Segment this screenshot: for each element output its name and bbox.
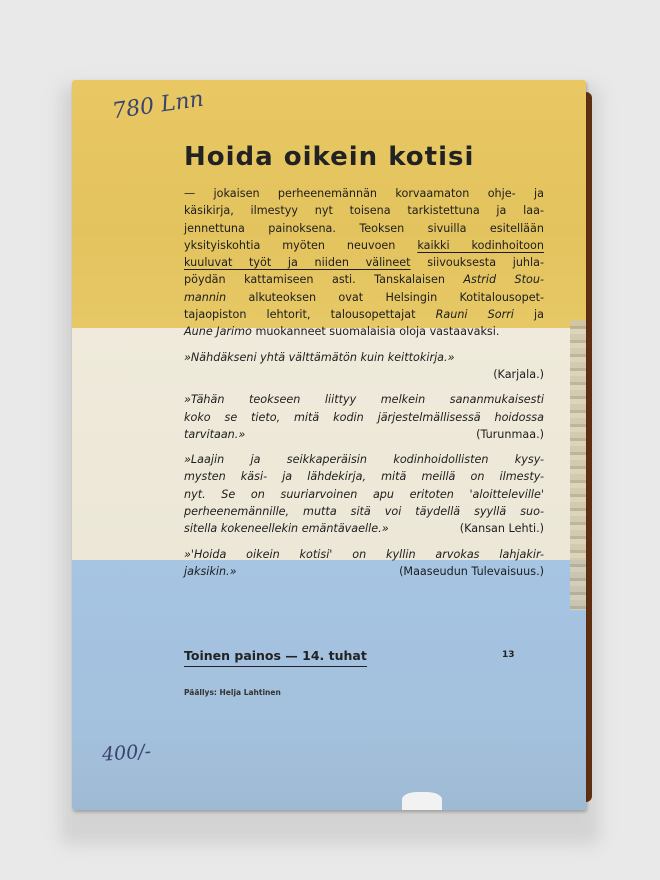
blurb-segment: alkuteoksen ovat Helsingin Kotitalousopet- — [226, 290, 544, 304]
author-name: Astrid Stou- — [463, 273, 544, 287]
quote-line: perheenemännille, mutta sitä voi täydellä syyllä suo- — [184, 505, 544, 519]
blurb-segment: ja — [513, 308, 544, 322]
blurb-line — [184, 289, 544, 306]
blurb-line — [184, 306, 544, 323]
handwritten-price: 400/- — [101, 740, 152, 766]
quote-source: (Maaseudun Tulevaisuus.) — [399, 564, 544, 578]
blurb-line: käsikirja, ilmestyy nyt toisena tarkistettuna ja laa- — [184, 204, 544, 218]
blurb-line — [184, 237, 544, 254]
editor-name: Aune Jarimo — [184, 325, 252, 339]
blurb-text — [184, 185, 544, 580]
quote-line: »'Hoida oikein kotisi' on kyllin arvokas lahjakir- — [184, 547, 544, 561]
blurb-line — [184, 254, 544, 271]
blurb-line: — jokaisen perheenemännän korvaamaton ohje- ja — [184, 187, 544, 200]
cover-designer-credit: Päällys: Helja Lahtinen — [184, 688, 281, 697]
quote-source: (Karjala.) — [493, 367, 544, 381]
blurb-segment: yksityiskohtia myöten neuvoen — [184, 238, 418, 252]
blurb-line — [184, 323, 544, 340]
review-quote — [184, 391, 544, 443]
quote-source: (Turunmaa.) — [476, 427, 544, 441]
quote-line: mysten käsi- ja lähdekirja, mitä meillä on ilmesty- — [184, 470, 544, 484]
blurb-line — [184, 271, 544, 288]
blurb-segment: muokanneet suomalaisia oloja vastaavaksi. — [251, 325, 500, 339]
quote-line: »Nähdäkseni yhtä välttämätön kuin keittokirja.» — [184, 350, 455, 364]
blue-band — [72, 560, 586, 810]
review-quote — [184, 349, 544, 384]
edition-info: Toinen painos — 14. tuhat — [184, 648, 367, 667]
quote-line: »Tähän teokseen liittyy melkein sananmukaisesti — [184, 393, 544, 407]
blurb-segment: pöydän kattamiseen asti. Tanskalaisen — [184, 273, 464, 287]
torn-edge — [402, 792, 442, 810]
catalog-number: 13 — [502, 650, 515, 660]
worn-edge — [570, 320, 586, 610]
quote-line: jaksikin.» — [184, 564, 237, 578]
quote-line: sitella kokeneellekin emäntävaelle.» — [184, 522, 389, 536]
quote-line: nyt. Se on suuriarvoinen apu eritoten 'aloitteleville' — [184, 487, 544, 501]
book-back-cover — [72, 80, 586, 810]
review-quote — [184, 451, 544, 537]
review-quote — [184, 546, 544, 581]
editor-name: Rauni Sorri — [435, 308, 514, 322]
quote-line: »Laajin ja seikkaperäisin kodinhoidollisten kysy- — [184, 453, 544, 467]
blurb-line: jennettuna painoksena. Teoksen sivuilla esitellään — [184, 221, 544, 235]
quote-line: tarvitaan.» — [184, 427, 246, 441]
underlined-phrase: kaikki kodinhoitoon — [417, 238, 544, 252]
quote-line: koko se tieto, mitä kodin järjestelmällisessä hoidossa — [184, 410, 544, 424]
author-name: mannin — [184, 290, 227, 304]
blurb-segment: siivouksesta juhla- — [410, 256, 544, 270]
underlined-phrase: kuuluvat työt ja niiden välineet — [184, 256, 411, 270]
handwritten-price-note: 780 Lnn — [110, 86, 206, 125]
blurb-segment: tajaopiston lehtorit, talousopettajat — [184, 308, 436, 322]
book-title: Hoida oikein kotisi — [184, 142, 475, 172]
quote-source: (Kansan Lehti.) — [459, 522, 544, 536]
